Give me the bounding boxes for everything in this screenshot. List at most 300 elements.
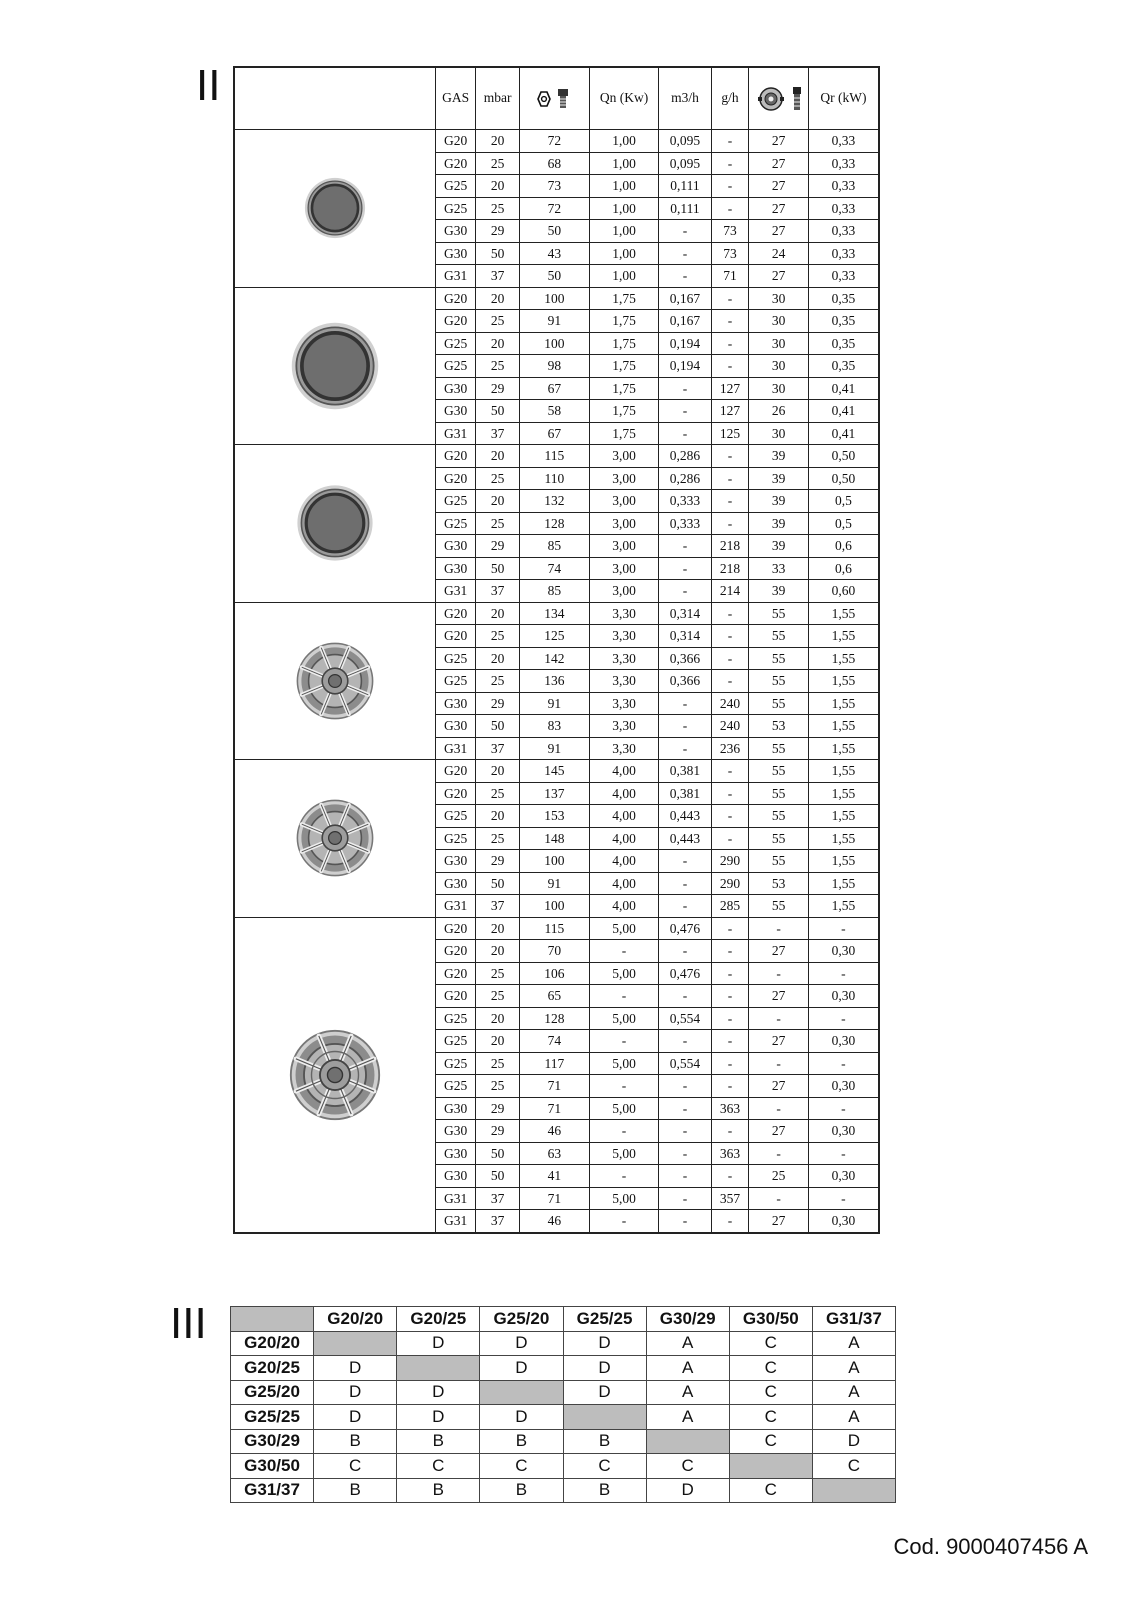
cell-mbar: 25 [476, 310, 520, 333]
cell-qn: 3,00 [589, 557, 659, 580]
cell-m3h: - [659, 377, 711, 400]
cell-gas: G30 [436, 377, 476, 400]
cell-gh: - [711, 1120, 749, 1143]
cell-gh: - [711, 602, 749, 625]
cell-gas: G31 [436, 895, 476, 918]
row-header: G25/25 [231, 1405, 314, 1430]
cell-gh: 214 [711, 580, 749, 603]
header-m3h: m3/h [659, 67, 711, 130]
cell-injector: 71 [520, 1075, 590, 1098]
table-row [234, 602, 879, 625]
cell-mbar: 50 [476, 715, 520, 738]
cell-mbar: 37 [476, 265, 520, 288]
table-row [231, 1429, 896, 1454]
cell-qn: 1,00 [589, 242, 659, 265]
conversion-cell: C [729, 1356, 812, 1381]
small-burner-icon [303, 176, 367, 240]
table-row [231, 1331, 896, 1356]
column-header: G30/29 [646, 1307, 729, 1332]
cell-injector: 100 [520, 895, 590, 918]
cell-qn: - [589, 1075, 659, 1098]
cell-bypass: 39 [749, 535, 808, 558]
cell-gh: 357 [711, 1187, 749, 1210]
cell-gh: - [711, 445, 749, 468]
cell-mbar: 37 [476, 422, 520, 445]
cell-gh: - [711, 1052, 749, 1075]
cell-gh: 71 [711, 265, 749, 288]
cell-injector: 100 [520, 332, 590, 355]
cell-qr: 0,6 [808, 535, 879, 558]
cell-mbar: 29 [476, 692, 520, 715]
cell-injector: 110 [520, 467, 590, 490]
conversion-cell: B [480, 1429, 563, 1454]
cell-mbar: 25 [476, 467, 520, 490]
cell-qn: 4,00 [589, 805, 659, 828]
cell-qn: 1,75 [589, 377, 659, 400]
cell-injector: 65 [520, 985, 590, 1008]
cell-gas: G20 [436, 985, 476, 1008]
cell-mbar: 20 [476, 760, 520, 783]
cell-m3h: 0,476 [659, 917, 711, 940]
cell-bypass: 55 [749, 895, 808, 918]
table-row [234, 287, 879, 310]
conversion-cell: B [563, 1429, 646, 1454]
cell-qr: 1,55 [808, 602, 879, 625]
cell-m3h: 0,366 [659, 670, 711, 693]
burner-image-cell [234, 760, 436, 918]
cell-qn: 5,00 [589, 1142, 659, 1165]
cell-qr: 1,55 [808, 760, 879, 783]
burner-image-header [234, 67, 436, 130]
table-row [234, 445, 879, 468]
cell-qn: 1,00 [589, 220, 659, 243]
cell-gh: - [711, 827, 749, 850]
cell-qn: 5,00 [589, 1187, 659, 1210]
cell-injector: 128 [520, 1007, 590, 1030]
cell-mbar: 37 [476, 1210, 520, 1233]
cell-m3h: - [659, 242, 711, 265]
cell-qr: 0,5 [808, 512, 879, 535]
cell-injector: 73 [520, 175, 590, 198]
cell-gh: - [711, 647, 749, 670]
cell-m3h: - [659, 557, 711, 580]
cell-qn: 5,00 [589, 1007, 659, 1030]
cell-mbar: 25 [476, 355, 520, 378]
conversion-cell: C [729, 1429, 812, 1454]
cell-mbar: 20 [476, 490, 520, 513]
cell-mbar: 29 [476, 1097, 520, 1120]
cell-injector: 41 [520, 1165, 590, 1188]
cell-bypass: 55 [749, 602, 808, 625]
table-row [231, 1405, 896, 1430]
section-label-ii: II [196, 61, 221, 110]
burner-image-cell [234, 287, 436, 445]
burner-injector-table [233, 66, 880, 1234]
cell-mbar: 25 [476, 1075, 520, 1098]
cell-m3h: - [659, 895, 711, 918]
cell-injector: 85 [520, 535, 590, 558]
conversion-cell: C [729, 1405, 812, 1430]
cell-injector: 128 [520, 512, 590, 535]
conversion-cell: A [812, 1405, 895, 1430]
cell-mbar: 37 [476, 895, 520, 918]
cell-injector: 46 [520, 1210, 590, 1233]
cell-m3h: - [659, 1097, 711, 1120]
cell-bypass: 25 [749, 1165, 808, 1188]
cell-gas: G30 [436, 872, 476, 895]
cell-bypass: 27 [749, 220, 808, 243]
cell-m3h: 0,167 [659, 310, 711, 333]
table-header-row [234, 67, 879, 130]
cell-gas: G20 [436, 467, 476, 490]
cell-bypass: 27 [749, 1210, 808, 1233]
cell-qn: 4,00 [589, 760, 659, 783]
cell-qn: 3,00 [589, 535, 659, 558]
cell-gh: 218 [711, 557, 749, 580]
conversion-cell: C [397, 1454, 480, 1479]
cell-gh: - [711, 940, 749, 963]
cell-injector: 91 [520, 310, 590, 333]
semi-rapid-burner-icon [289, 320, 381, 412]
cell-injector: 50 [520, 220, 590, 243]
cell-gh: - [711, 1007, 749, 1030]
conversion-cell: D [314, 1380, 397, 1405]
cell-bypass: 39 [749, 580, 808, 603]
conversion-cell: D [563, 1356, 646, 1381]
cell-qr: 0,33 [808, 197, 879, 220]
cell-gh: 125 [711, 422, 749, 445]
cell-qr: 1,55 [808, 805, 879, 828]
cell-m3h: - [659, 1075, 711, 1098]
burner-image-cell [234, 917, 436, 1233]
cell-qn: 1,75 [589, 400, 659, 423]
cell-m3h: 0,111 [659, 197, 711, 220]
cell-bypass: 27 [749, 265, 808, 288]
row-header: G25/20 [231, 1380, 314, 1405]
cell-bypass: - [749, 1097, 808, 1120]
gas-conversion-table [230, 1306, 896, 1503]
cell-gas: G30 [436, 242, 476, 265]
burner-image-cell [234, 130, 436, 288]
cell-qn: 4,00 [589, 872, 659, 895]
conversion-header-row [231, 1307, 896, 1332]
cell-bypass: 27 [749, 197, 808, 220]
cell-qn: 4,00 [589, 895, 659, 918]
cell-gas: G30 [436, 400, 476, 423]
cell-m3h: 0,443 [659, 805, 711, 828]
cell-injector: 74 [520, 1030, 590, 1053]
cell-bypass: 26 [749, 400, 808, 423]
table-row [234, 760, 879, 783]
cell-gh: - [711, 355, 749, 378]
cell-injector: 85 [520, 580, 590, 603]
table-row [231, 1454, 896, 1479]
cell-gas: G31 [436, 1210, 476, 1233]
cell-qn: 4,00 [589, 782, 659, 805]
cell-gas: G20 [436, 760, 476, 783]
cell-qn: 3,30 [589, 625, 659, 648]
conversion-cell: D [480, 1331, 563, 1356]
cell-qn: 5,00 [589, 1097, 659, 1120]
cell-m3h: 0,095 [659, 130, 711, 153]
cell-injector: 91 [520, 872, 590, 895]
cell-gas: G20 [436, 602, 476, 625]
cell-mbar: 37 [476, 1187, 520, 1210]
cell-bypass: 55 [749, 805, 808, 828]
cell-mbar: 20 [476, 917, 520, 940]
cell-injector: 153 [520, 805, 590, 828]
cell-gh: 290 [711, 850, 749, 873]
cell-m3h: 0,554 [659, 1052, 711, 1075]
cell-gas: G30 [436, 850, 476, 873]
cell-m3h: - [659, 715, 711, 738]
cell-qn: 4,00 [589, 827, 659, 850]
cell-bypass: 24 [749, 242, 808, 265]
table-row [231, 1380, 896, 1405]
cell-qr: 0,30 [808, 985, 879, 1008]
cell-bypass: - [749, 1007, 808, 1030]
cell-gas: G20 [436, 287, 476, 310]
cell-injector: 74 [520, 557, 590, 580]
cell-qr: 0,5 [808, 490, 879, 513]
cell-m3h: - [659, 737, 711, 760]
shaded-cell [397, 1356, 480, 1381]
cell-gh: - [711, 512, 749, 535]
cell-bypass: 27 [749, 1030, 808, 1053]
cell-bypass: 33 [749, 557, 808, 580]
cell-mbar: 20 [476, 445, 520, 468]
cell-bypass: 55 [749, 737, 808, 760]
cell-injector: 145 [520, 760, 590, 783]
conversion-cell: B [480, 1478, 563, 1503]
cell-gas: G25 [436, 1007, 476, 1030]
cell-gas: G31 [436, 737, 476, 760]
cell-m3h: - [659, 692, 711, 715]
cell-qn: - [589, 1210, 659, 1233]
conversion-cell: A [812, 1356, 895, 1381]
cell-mbar: 50 [476, 872, 520, 895]
cell-mbar: 50 [476, 1165, 520, 1188]
cell-bypass: 27 [749, 1120, 808, 1143]
cell-qr: 1,55 [808, 827, 879, 850]
cell-qn: 3,00 [589, 490, 659, 513]
cell-bypass: - [749, 1052, 808, 1075]
cell-gh: 290 [711, 872, 749, 895]
cell-qr: 1,55 [808, 625, 879, 648]
cell-gas: G30 [436, 1165, 476, 1188]
cell-qn: 1,75 [589, 287, 659, 310]
cell-mbar: 29 [476, 1120, 520, 1143]
conversion-cell: C [729, 1380, 812, 1405]
cell-injector: 67 [520, 422, 590, 445]
cell-bypass: - [749, 1187, 808, 1210]
cell-qn: 3,00 [589, 445, 659, 468]
header-injector [520, 67, 590, 130]
cell-injector: 68 [520, 152, 590, 175]
conversion-cell: B [397, 1429, 480, 1454]
cell-qr: - [808, 1142, 879, 1165]
cell-mbar: 20 [476, 130, 520, 153]
cell-qn: 3,30 [589, 737, 659, 760]
cell-injector: 115 [520, 917, 590, 940]
cell-qr: 0,50 [808, 467, 879, 490]
table-row [231, 1356, 896, 1381]
cell-injector: 50 [520, 265, 590, 288]
burner-image-cell [234, 602, 436, 760]
cell-qr: 0,33 [808, 152, 879, 175]
cell-qr: - [808, 1097, 879, 1120]
cell-qr: 1,55 [808, 850, 879, 873]
conversion-cell: D [314, 1405, 397, 1430]
cell-m3h: - [659, 940, 711, 963]
cell-qn: 5,00 [589, 962, 659, 985]
cell-gas: G25 [436, 827, 476, 850]
cell-qr: 1,55 [808, 895, 879, 918]
header-mbar: mbar [476, 67, 520, 130]
cell-qr: 0,33 [808, 265, 879, 288]
cell-qr: 0,33 [808, 242, 879, 265]
cell-gas: G30 [436, 715, 476, 738]
cell-bypass: 55 [749, 625, 808, 648]
cell-mbar: 20 [476, 332, 520, 355]
cell-gas: G25 [436, 647, 476, 670]
cell-m3h: 0,314 [659, 625, 711, 648]
cell-mbar: 50 [476, 400, 520, 423]
cell-mbar: 20 [476, 175, 520, 198]
cell-mbar: 29 [476, 535, 520, 558]
cell-injector: 115 [520, 445, 590, 468]
cell-m3h: - [659, 1030, 711, 1053]
cell-injector: 58 [520, 400, 590, 423]
cell-qr: 0,41 [808, 400, 879, 423]
cell-qn: 3,00 [589, 580, 659, 603]
column-header: G31/37 [812, 1307, 895, 1332]
cell-m3h: - [659, 1187, 711, 1210]
cell-qr: 0,35 [808, 355, 879, 378]
cell-qr: 0,35 [808, 310, 879, 333]
cell-gas: G20 [436, 130, 476, 153]
cell-m3h: 0,476 [659, 962, 711, 985]
row-header: G20/25 [231, 1356, 314, 1381]
cell-m3h: - [659, 580, 711, 603]
cell-qr: 0,30 [808, 1075, 879, 1098]
cell-gh: - [711, 1075, 749, 1098]
cell-gh: - [711, 467, 749, 490]
conversion-cell: A [646, 1356, 729, 1381]
cell-qr: 1,55 [808, 670, 879, 693]
cell-gas: G25 [436, 670, 476, 693]
cell-gh: - [711, 197, 749, 220]
cell-gas: G30 [436, 557, 476, 580]
cell-gas: G25 [436, 1030, 476, 1053]
conversion-cell: D [563, 1380, 646, 1405]
cell-qn: 3,30 [589, 692, 659, 715]
rapid-burner-icon [295, 483, 375, 563]
column-header: G20/25 [397, 1307, 480, 1332]
cell-gh: 363 [711, 1142, 749, 1165]
cell-gas: G31 [436, 1187, 476, 1210]
cell-m3h: - [659, 1120, 711, 1143]
cell-qn: 3,30 [589, 715, 659, 738]
header-qn: Qn (Kw) [589, 67, 659, 130]
cell-qn: - [589, 1120, 659, 1143]
cell-m3h: - [659, 265, 711, 288]
cell-gas: G30 [436, 1142, 476, 1165]
bypass-screw-icon [753, 85, 805, 113]
cell-gh: - [711, 805, 749, 828]
cell-gas: G20 [436, 152, 476, 175]
cell-bypass: 55 [749, 827, 808, 850]
cell-qn: 3,30 [589, 670, 659, 693]
cell-gas: G25 [436, 1052, 476, 1075]
conversion-cell: C [812, 1454, 895, 1479]
cell-m3h: - [659, 1165, 711, 1188]
cell-bypass: 53 [749, 872, 808, 895]
cell-m3h: - [659, 872, 711, 895]
cell-m3h: 0,194 [659, 332, 711, 355]
cell-qn: 3,00 [589, 467, 659, 490]
cell-qn: 3,00 [589, 512, 659, 535]
conversion-cell: D [563, 1331, 646, 1356]
cell-mbar: 29 [476, 220, 520, 243]
cell-mbar: 50 [476, 242, 520, 265]
cell-m3h: - [659, 535, 711, 558]
conversion-cell: C [729, 1331, 812, 1356]
cell-bypass: 27 [749, 940, 808, 963]
cell-bypass: 53 [749, 715, 808, 738]
cell-m3h: - [659, 400, 711, 423]
cell-m3h: 0,381 [659, 782, 711, 805]
row-header: G20/20 [231, 1331, 314, 1356]
cell-injector: 91 [520, 737, 590, 760]
cell-injector: 83 [520, 715, 590, 738]
cell-injector: 72 [520, 197, 590, 220]
cell-injector: 142 [520, 647, 590, 670]
cell-bypass: 39 [749, 490, 808, 513]
cell-injector: 117 [520, 1052, 590, 1075]
conversion-cell: D [397, 1380, 480, 1405]
cell-qr: 0,33 [808, 220, 879, 243]
cell-m3h: 0,314 [659, 602, 711, 625]
cell-qr: - [808, 1052, 879, 1075]
cell-m3h: 0,333 [659, 512, 711, 535]
wok-burner-icon [295, 641, 375, 721]
cell-injector: 71 [520, 1097, 590, 1120]
cell-injector: 125 [520, 625, 590, 648]
cell-m3h: 0,554 [659, 1007, 711, 1030]
cell-m3h: 0,167 [659, 287, 711, 310]
cell-bypass: 55 [749, 850, 808, 873]
conversion-cell: A [646, 1331, 729, 1356]
cell-gh: - [711, 962, 749, 985]
column-header: G20/20 [314, 1307, 397, 1332]
cell-bypass: 27 [749, 1075, 808, 1098]
cell-mbar: 20 [476, 602, 520, 625]
conversion-cell: D [480, 1405, 563, 1430]
cell-qr: 1,55 [808, 692, 879, 715]
conversion-cell: A [812, 1380, 895, 1405]
cell-m3h: 0,381 [659, 760, 711, 783]
cell-gh: 73 [711, 220, 749, 243]
cell-gh: - [711, 310, 749, 333]
section-label-iii: III [170, 1299, 207, 1348]
cell-injector: 71 [520, 1187, 590, 1210]
cell-mbar: 25 [476, 670, 520, 693]
corner-cell [231, 1307, 314, 1332]
cell-gas: G20 [436, 445, 476, 468]
cell-m3h: - [659, 422, 711, 445]
cell-gh: - [711, 985, 749, 1008]
